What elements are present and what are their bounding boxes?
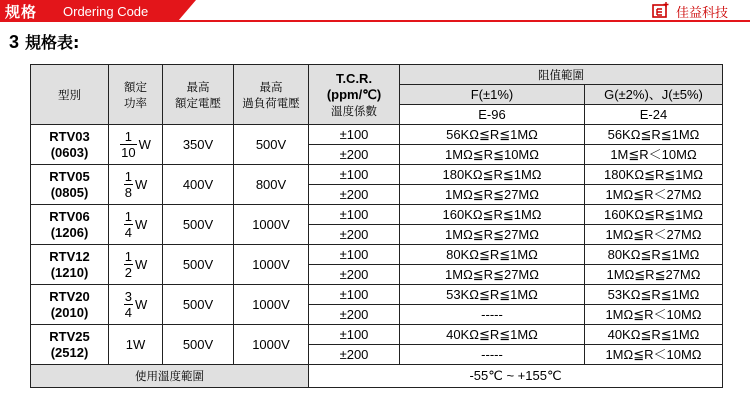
power-denominator: 4 bbox=[124, 305, 132, 320]
f-range-cell: ----- bbox=[400, 305, 585, 325]
power-denominator: 4 bbox=[124, 225, 132, 240]
f-range-cell: 1MΩ≦R≦27MΩ bbox=[400, 225, 585, 245]
f-range-cell: ----- bbox=[400, 345, 585, 365]
voltage-cell: 500V bbox=[163, 325, 234, 365]
header-subtitle: Ordering Code bbox=[63, 4, 149, 19]
voltage-cell: 500V bbox=[163, 245, 234, 285]
g-range-cell: 80KΩ≦R≦1MΩ bbox=[585, 245, 723, 265]
power-unit: W bbox=[134, 256, 148, 272]
col-tcr-line1: T.C.R. bbox=[335, 70, 373, 86]
power-cell bbox=[109, 125, 163, 165]
model-code: RTV03 bbox=[49, 128, 90, 144]
model-code: RTV06 bbox=[49, 208, 90, 224]
overload-cell: 1000V bbox=[234, 325, 309, 365]
table-row bbox=[31, 245, 723, 265]
f-range-cell: 56KΩ≦R≦1MΩ bbox=[400, 125, 585, 145]
f-range-cell: 160KΩ≦R≦1MΩ bbox=[400, 205, 585, 225]
model-cell bbox=[31, 165, 109, 205]
voltage-cell: 350V bbox=[163, 125, 234, 165]
power-unit: W bbox=[134, 176, 148, 192]
power-fraction bbox=[124, 209, 133, 240]
power-cell bbox=[109, 285, 163, 325]
tcr-cell: ±100 bbox=[309, 205, 400, 225]
tcr-cell: ±100 bbox=[309, 285, 400, 305]
tcr-cell: ±100 bbox=[309, 125, 400, 145]
f-range-cell: 1MΩ≦R≦27MΩ bbox=[400, 185, 585, 205]
power-cell bbox=[109, 245, 163, 285]
power-unit: W bbox=[138, 136, 151, 152]
model-code: RTV20 bbox=[49, 288, 90, 304]
voltage-cell: 500V bbox=[163, 205, 234, 245]
g-range-cell: 1MΩ≦R＜10MΩ bbox=[585, 345, 723, 365]
col-f-series: E-96 bbox=[400, 105, 585, 125]
model-size: (0805) bbox=[50, 184, 89, 200]
page-header bbox=[0, 0, 750, 24]
overload-cell: 1000V bbox=[234, 245, 309, 285]
g-range-cell: 40KΩ≦R≦1MΩ bbox=[585, 325, 723, 345]
power-unit: W bbox=[134, 296, 148, 312]
col-power-line1: 額定 bbox=[124, 79, 147, 94]
model-size: (0603) bbox=[50, 144, 89, 160]
overload-cell: 800V bbox=[234, 165, 309, 205]
g-range-cell: 53KΩ≦R≦1MΩ bbox=[585, 285, 723, 305]
f-range-cell: 1MΩ≦R≦27MΩ bbox=[400, 265, 585, 285]
power-unit: W bbox=[134, 216, 148, 232]
g-range-cell: 1M≦R＜10MΩ bbox=[585, 145, 723, 165]
col-power bbox=[109, 65, 163, 125]
overload-cell: 1000V bbox=[234, 285, 309, 325]
power-denominator: 10 bbox=[121, 145, 136, 160]
power-numerator: 1 bbox=[120, 129, 136, 145]
table-row bbox=[31, 125, 723, 145]
col-tcr-line2: (ppm/℃) bbox=[326, 86, 382, 102]
tcr-cell: ±100 bbox=[309, 325, 400, 345]
power-fraction bbox=[124, 169, 133, 200]
model-size: (1206) bbox=[50, 224, 89, 240]
section-title: 規格表: bbox=[25, 33, 80, 52]
overload-cell: 1000V bbox=[234, 205, 309, 245]
header-tab bbox=[0, 0, 178, 21]
power-cell: 1W bbox=[109, 325, 163, 365]
voltage-cell: 400V bbox=[163, 165, 234, 205]
col-range: 阻值範圍 bbox=[400, 65, 723, 85]
f-range-cell: 80KΩ≦R≦1MΩ bbox=[400, 245, 585, 265]
model-code: RTV25 bbox=[49, 328, 90, 344]
g-range-cell: 1MΩ≦R≦27MΩ bbox=[585, 265, 723, 285]
model-size: (2512) bbox=[50, 344, 89, 360]
power-numerator: 1 bbox=[124, 209, 132, 224]
f-range-cell: 180KΩ≦R≦1MΩ bbox=[400, 165, 585, 185]
power-cell bbox=[109, 165, 163, 205]
col-type: 型別 bbox=[31, 65, 109, 125]
section-number: 3 bbox=[9, 32, 20, 52]
col-overload bbox=[234, 65, 309, 125]
col-power-line2: 功率 bbox=[124, 95, 147, 110]
tcr-cell: ±200 bbox=[309, 145, 400, 165]
table-row bbox=[31, 165, 723, 185]
model-cell bbox=[31, 285, 109, 325]
col-tcr bbox=[309, 65, 400, 125]
power-fraction bbox=[124, 249, 133, 280]
power-denominator: 2 bbox=[124, 265, 132, 280]
tcr-cell: ±200 bbox=[309, 185, 400, 205]
tcr-cell: ±200 bbox=[309, 265, 400, 285]
power-cell bbox=[109, 205, 163, 245]
footer-row bbox=[31, 365, 723, 388]
g-range-cell: 1MΩ≦R＜10MΩ bbox=[585, 305, 723, 325]
col-f-tolerance: F(±1%) bbox=[400, 85, 585, 105]
col-tcr-line3: 溫度係數 bbox=[331, 103, 377, 118]
tcr-cell: ±200 bbox=[309, 305, 400, 325]
g-range-cell: 56KΩ≦R≦1MΩ bbox=[585, 125, 723, 145]
col-voltage bbox=[163, 65, 234, 125]
g-range-cell: 160KΩ≦R≦1MΩ bbox=[585, 205, 723, 225]
model-cell bbox=[31, 325, 109, 365]
model-size: (2010) bbox=[50, 304, 89, 320]
header-row-1 bbox=[31, 65, 723, 85]
power-numerator: 3 bbox=[124, 289, 132, 304]
company-logo-icon bbox=[652, 2, 670, 18]
operating-temp-value: -55℃ ~ +155℃ bbox=[309, 365, 723, 388]
col-voltage-line2: 額定電壓 bbox=[175, 95, 221, 110]
power-numerator: 1 bbox=[124, 249, 132, 264]
power-denominator: 8 bbox=[124, 185, 132, 200]
model-size: (1210) bbox=[50, 264, 89, 280]
power-numerator: 1 bbox=[124, 169, 132, 184]
header-title: 规格 bbox=[5, 3, 38, 21]
tcr-cell: ±100 bbox=[309, 245, 400, 265]
tcr-cell: ±100 bbox=[309, 165, 400, 185]
col-overload-line1: 最高 bbox=[259, 79, 283, 94]
power-fraction bbox=[120, 129, 136, 160]
model-cell bbox=[31, 125, 109, 165]
operating-temp-label: 使用溫度範圍 bbox=[31, 365, 309, 388]
table-row bbox=[31, 325, 723, 345]
table-row bbox=[31, 205, 723, 225]
tcr-cell: ±200 bbox=[309, 225, 400, 245]
f-range-cell: 53KΩ≦R≦1MΩ bbox=[400, 285, 585, 305]
g-range-cell: 180KΩ≦R≦1MΩ bbox=[585, 165, 723, 185]
model-cell bbox=[31, 205, 109, 245]
model-code: RTV12 bbox=[49, 248, 90, 264]
f-range-cell: 40KΩ≦R≦1MΩ bbox=[400, 325, 585, 345]
tcr-cell: ±200 bbox=[309, 345, 400, 365]
spec-table bbox=[30, 64, 723, 388]
f-range-cell: 1MΩ≦R≦10MΩ bbox=[400, 145, 585, 165]
section-heading bbox=[9, 30, 79, 53]
g-range-cell: 1MΩ≦R＜27MΩ bbox=[585, 185, 723, 205]
voltage-cell: 500V bbox=[163, 285, 234, 325]
overload-cell: 500V bbox=[234, 125, 309, 165]
brand-name: 佳益科技 bbox=[676, 6, 729, 21]
g-range-cell: 1MΩ≦R＜27MΩ bbox=[585, 225, 723, 245]
power-fraction bbox=[124, 289, 133, 320]
model-code: RTV05 bbox=[49, 168, 90, 184]
col-overload-line2: 過負荷電壓 bbox=[242, 95, 300, 110]
col-voltage-line1: 最高 bbox=[186, 79, 210, 94]
model-cell bbox=[31, 245, 109, 285]
table-row bbox=[31, 285, 723, 305]
col-g-tolerance: G(±2%)、J(±5%) bbox=[585, 85, 723, 105]
col-g-series: E-24 bbox=[585, 105, 723, 125]
